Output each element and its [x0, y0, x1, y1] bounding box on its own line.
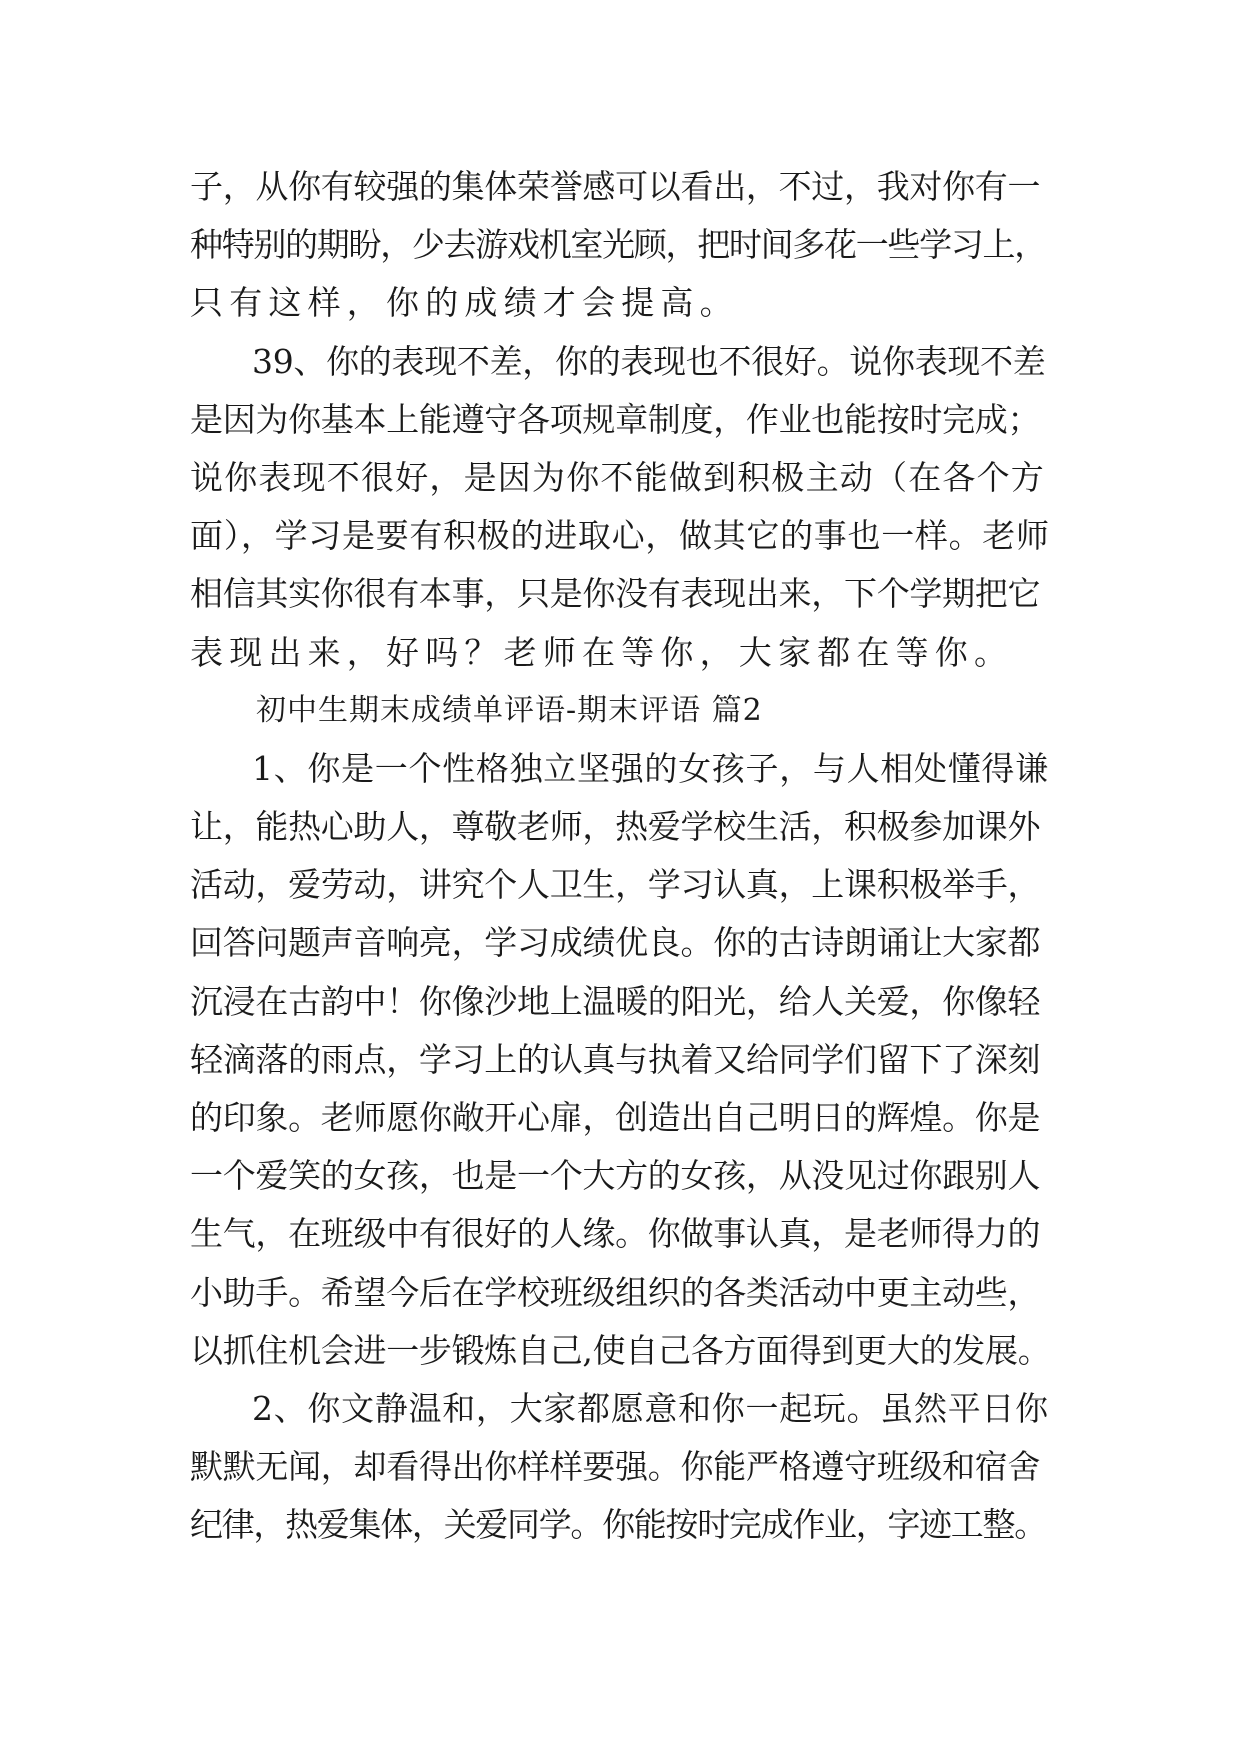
text-line: 以抓住机会进一步锻炼自己,使自己各方面得到更大的发展。: [190, 1330, 1051, 1370]
text-line: 让，能热心助人，尊敬老师，热爱学校生活，积极参加课外: [190, 807, 1041, 847]
text-line: 2、你文静温和，大家都愿意和你一起玩。虽然平日你: [252, 1388, 1049, 1428]
text-line: 生气，在班级中有很好的人缘。你做事认真，是老师得力的: [190, 1214, 1041, 1254]
text-line: 表现出来，好吗？老师在等你，大家都在等你。: [190, 632, 1014, 672]
text-line: 活动，爱劳动，讲究个人卫生，学习认真，上课积极举手，: [190, 865, 1041, 905]
document-body: [190, 158, 1052, 1555]
text-line: 小助手。希望今后在学校班级组织的各类活动中更主动些，: [190, 1272, 1041, 1312]
text-line: 默默无闻，却看得出你样样要强。你能严格遵守班级和宿舍: [190, 1447, 1041, 1487]
text-line: 一个爱笑的女孩，也是一个大方的女孩，从没见过你跟别人: [190, 1156, 1041, 1196]
text-line: 面），学习是要有积极的进取心，做其它的事也一样。老师: [190, 516, 1050, 556]
text-line: 纪律，热爱集体，关爱同学。你能按时完成作业，字迹工整。: [190, 1505, 1046, 1545]
section-heading: 初中生期末成绩单评语-期末评语 篇2: [256, 692, 763, 728]
text-line: 只有这样，你的成绩才会提高。: [190, 283, 739, 323]
text-line: 回答问题声音响亮，学习成绩优良。你的古诗朗诵让大家都: [190, 923, 1041, 963]
text-line: 种特别的期盼，少去游戏机室光顾，把时间多花一些学习上，: [190, 225, 1046, 265]
text-line: 是因为你基本上能遵守各项规章制度，作业也能按时完成；: [190, 399, 1041, 439]
text-line: 子，从你有较强的集体荣誉感可以看出，不过，我对你有一: [190, 167, 1041, 206]
text-line: 相信其实你很有本事，只是你没有表现出来，下个学期把它: [190, 574, 1041, 614]
text-line: 沉浸在古韵中！你像沙地上温暖的阳光，给人关爱，你像轻: [190, 981, 1041, 1021]
text-line: 的印象。老师愿你敞开心扉，创造出自己明日的辉煌。你是: [190, 1098, 1041, 1137]
text-line: 1、你是一个性格独立坚强的女孩子，与人相处懂得谦: [252, 748, 1049, 788]
text-line: 轻滴落的雨点，学习上的认真与执着又给同学们留下了深刻: [190, 1039, 1041, 1079]
text-line: 说你表现不很好，是因为你不能做到积极主动（在各个方: [190, 457, 1045, 497]
text-line: 39、你的表现不差，你的表现也不很好。说你表现不差: [252, 341, 1046, 381]
